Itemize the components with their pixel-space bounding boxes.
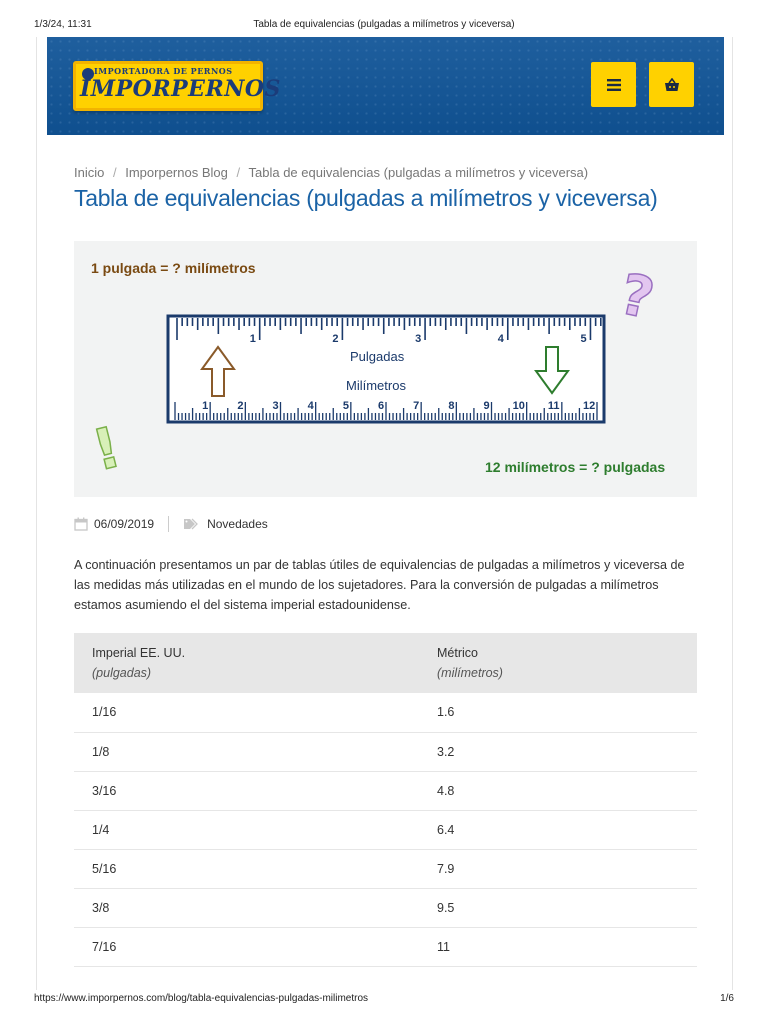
breadcrumb-blog[interactable]: Imporpernos Blog (125, 165, 228, 180)
conversion-table (74, 633, 697, 967)
imperial-cell: 3/16 (74, 771, 419, 810)
hero-question-bottom: 12 milímetros = ? pulgadas (485, 459, 666, 475)
breadcrumb (74, 165, 588, 180)
metric-cell: 4.8 (419, 771, 697, 810)
metric-cell: 9.5 (419, 888, 697, 927)
calendar-icon (74, 517, 88, 531)
inch-number: 3 (415, 333, 422, 345)
metric-cell: 1.6 (419, 693, 697, 732)
site-logo[interactable] (73, 61, 281, 111)
mm-number: 2 (237, 400, 244, 412)
site-header (47, 37, 724, 135)
metric-cell: 6.4 (419, 810, 697, 849)
imperial-cell: 1/16 (74, 693, 419, 732)
breadcrumb-separator: / (236, 165, 241, 180)
logo-tagline: IMPORTADORA DE PERNOS (94, 66, 233, 76)
mm-number: 7 (413, 400, 420, 412)
inch-number: 2 (332, 333, 339, 345)
imperial-cell: 1/8 (74, 732, 419, 771)
post-meta (74, 516, 268, 532)
page-title: Tabla de equivalencias (pulgadas a milímetros y viceversa) (74, 185, 658, 211)
mm-number: 5 (342, 400, 349, 412)
header-label: Métrico (437, 646, 478, 660)
inch-number: 1 (249, 333, 256, 345)
print-footer (0, 990, 768, 1010)
table-header-row (74, 633, 697, 693)
table-header-metric (419, 633, 697, 693)
meta-divider (168, 516, 169, 532)
print-url: https://www.imporpernos.com/blog/tabla-equivalencias-pulgadas-milimetros (34, 993, 369, 1004)
hero-image (74, 241, 697, 497)
inch-number: 4 (497, 333, 504, 345)
metric-cell: 11 (419, 927, 697, 966)
table-row (74, 849, 697, 888)
ruler-label-inches: Pulgadas (350, 349, 405, 364)
table-row (74, 771, 697, 810)
imperial-cell: 5/16 (74, 849, 419, 888)
breadcrumb-home[interactable]: Inicio (74, 165, 105, 180)
print-header (0, 0, 768, 36)
metric-cell: 3.2 (419, 732, 697, 771)
table-row (74, 693, 697, 732)
mm-number: 9 (483, 400, 490, 412)
breadcrumb-separator: / (112, 165, 117, 180)
imperial-cell: 3/8 (74, 888, 419, 927)
tags-icon (183, 518, 199, 530)
post-date: 06/09/2019 (94, 517, 155, 531)
hero-question-top: 1 pulgada = ? milímetros (91, 260, 256, 276)
mm-number: 3 (272, 400, 279, 412)
inch-number: 5 (580, 333, 587, 345)
article-intro: A continuación presentamos un par de tablas útiles de equivalencias de pulgadas a milímetros y viceversa de las medidas más utilizadas en el mundo de los sujetadores. Para la conversión de pulgadas a milímetros estamos asumiendo el del sistema imperial estadounidense. (74, 558, 685, 612)
exclamation-mark-icon: ! (86, 414, 127, 485)
question-mark-icon: ? (614, 261, 660, 333)
table-header-imperial (74, 633, 419, 693)
menu-button[interactable] (591, 62, 636, 107)
mm-number: 11 (547, 400, 560, 412)
imperial-cell: 1/4 (74, 810, 419, 849)
print-datetime: 1/3/24, 11:31 (34, 19, 92, 30)
ruler-illustration (74, 241, 697, 497)
hamburger-icon (606, 78, 622, 92)
post-category[interactable]: Novedades (207, 517, 268, 531)
table-row (74, 732, 697, 771)
table-row (74, 927, 697, 966)
mm-number: 10 (512, 400, 525, 412)
table-row (74, 888, 697, 927)
mm-number: 6 (378, 400, 385, 412)
mm-number: 8 (448, 400, 455, 412)
logo-wordmark: IMPORPERNOS (80, 76, 281, 102)
mm-number: 1 (202, 400, 209, 412)
header-unit: (pulgadas) (92, 666, 152, 680)
cart-button[interactable] (649, 62, 694, 107)
mm-number: 4 (307, 400, 314, 412)
print-doc-title: Tabla de equivalencias (pulgadas a milímetros y viceversa) (253, 19, 515, 30)
basket-icon (664, 78, 680, 92)
table-row (74, 810, 697, 849)
imperial-cell: 7/16 (74, 927, 419, 966)
mm-number: 12 (583, 400, 596, 412)
metric-cell: 7.9 (419, 849, 697, 888)
header-label: Imperial EE. UU. (92, 646, 186, 660)
header-unit: (milímetros) (437, 666, 503, 680)
print-page-number: 1/6 (720, 993, 734, 1004)
breadcrumb-current: Tabla de equivalencias (pulgadas a milímetros y viceversa) (248, 165, 589, 180)
page-content (36, 37, 733, 990)
ruler-label-mm: Milímetros (346, 378, 406, 393)
